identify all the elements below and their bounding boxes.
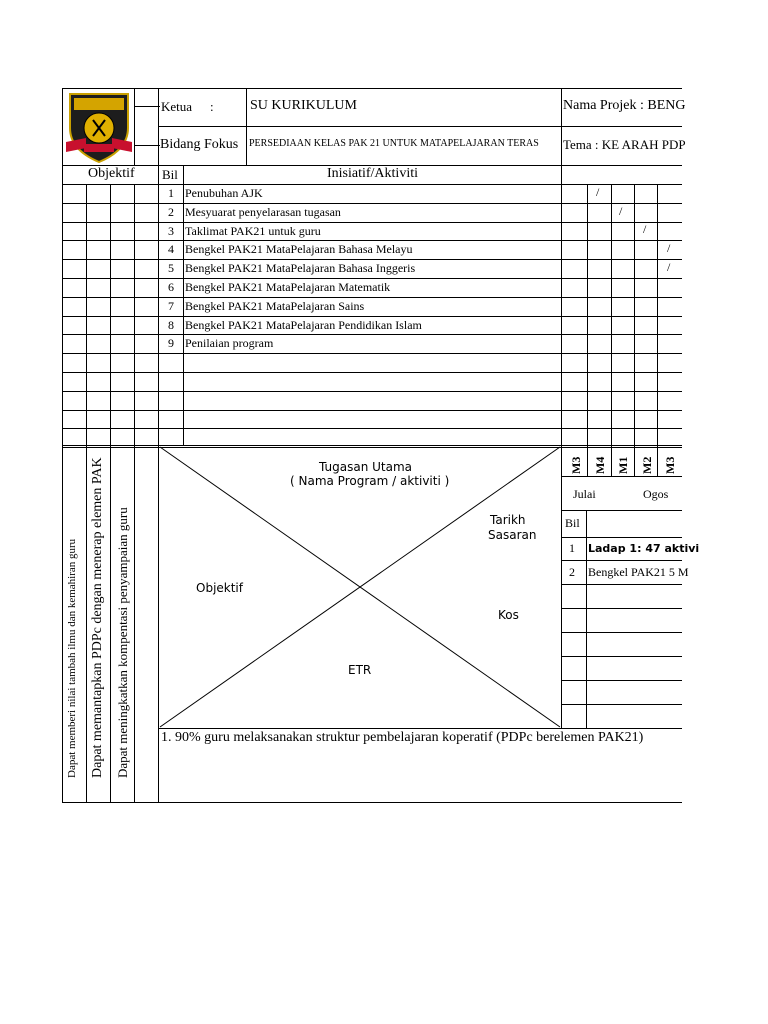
week-label: M3 [663,456,677,474]
activity-number: 5 [168,261,174,275]
objective-text: Dapat memantapkan PDPc dengan menerap elemen PAK [90,457,105,778]
diagram-objektif: Objektif [196,581,243,595]
activity-text: Bengkel PAK21 MataPelajaran Bahasa Melayu [185,242,413,256]
check-mark: / [667,241,671,255]
activity-text: Bengkel PAK21 MataPelajaran Bahasa Inggeris [185,261,416,275]
bidang-fokus-value: PERSEDIAAN KELAS PAK 21 UNTUK MATAPELAJARAN TERAS [249,138,539,149]
activity-text: Bengkel PAK21 MataPelajaran Pendidikan Islam [185,318,422,332]
diagram-subtitle: ( Nama Program / aktiviti ) [290,474,450,488]
diagram-sasaran: Sasaran [488,528,537,542]
activity-number: 8 [168,318,174,332]
diagram-tarikh: Tarikh [490,513,526,527]
bil-column-header: Bil [162,167,178,182]
month-ogos: Ogos [643,487,669,501]
activity-text: Bengkel PAK21 MataPelajaran Sains [185,299,365,313]
nama-projek-label: Nama Projek : BENG [563,98,686,113]
right-row-text: Ladap 1: 47 aktivi [588,542,700,555]
activity-number: 3 [168,224,174,238]
week-label: M1 [616,456,630,474]
activity-number: 9 [168,336,174,350]
activity-number: 6 [168,280,174,294]
diagram-kos: Kos [498,608,519,622]
week-label: M4 [593,456,607,474]
activity-number: 2 [168,205,174,219]
activity-text: Bengkel PAK21 MataPelajaran Matematik [185,280,391,294]
activity-text: Penilaian program [185,336,274,350]
activity-text: Taklimat PAK21 untuk guru [185,224,321,238]
activity-text: Mesyuarat penyelarasan tugasan [185,205,341,219]
ketua-value: SU KURIKULUM [250,98,357,113]
week-label: M3 [569,456,583,474]
diagram-etr: ETR [348,663,372,677]
activity-text: Penubuhan AJK [185,186,263,200]
kpi-text: 1. 90% guru melaksanakan struktur pembelajaran koperatif (PDPc berelemen PAK21) [161,730,644,745]
week-label: M2 [640,456,654,474]
activity-number: 4 [168,242,174,256]
right-row-number: 1 [569,541,575,555]
objective-text: Dapat memberi nilai tambah ilmu dan kemahiran guru [66,538,78,778]
ketua-colon: : [210,99,214,114]
check-mark: / [643,222,647,236]
diagram-title: Tugasan Utama [319,460,412,474]
activity-number: 7 [168,299,174,313]
activity-number: 1 [168,186,174,200]
inisiatif-column-header: Inisiatif/Aktiviti [327,166,418,181]
check-mark: / [667,260,671,274]
right-row-text: Bengkel PAK21 5 M [588,565,689,579]
ketua-label: Ketua [161,99,193,114]
tema-label: Tema : KE ARAH PDP [563,137,686,152]
bidang-fokus-label: Bidang Fokus [160,137,239,152]
school-crest-logo [64,88,134,164]
right-row-number: 2 [569,565,575,579]
objective-text: Dapat meningkatkan kompentasi penyampaian guru [115,507,130,778]
objektif-column-header: Objektif [88,166,135,181]
right-bil-header: Bil [565,516,580,530]
month-julai: Julai [573,487,596,501]
check-mark: / [619,204,623,218]
check-mark: / [596,185,600,199]
